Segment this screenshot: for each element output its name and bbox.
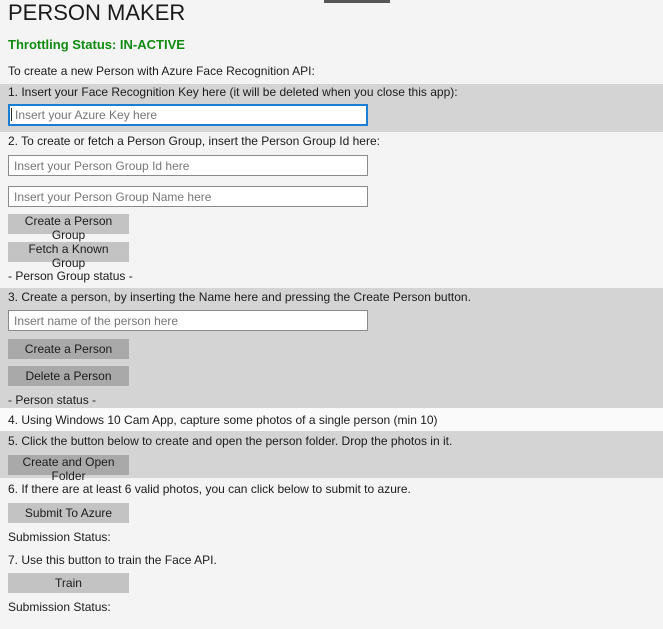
step3-label: 3. Create a person, by inserting the Name here and pressing the Create Person button. [8,290,471,304]
step4-label: 4. Using Windows 10 Cam App, capture some photos of a single person (min 10) [8,413,438,427]
person-group-id-input[interactable] [8,155,368,176]
person-group-status-text: - Person Group status - [8,269,133,283]
delete-person-button[interactable]: Delete a Person [8,366,129,386]
titlebar-accent-bar [324,0,390,3]
step1-label: 1. Insert your Face Recognition Key here (it will be deleted when you close this app): [8,85,458,99]
train-button[interactable]: Train [8,573,129,593]
throttling-status-text: Throttling Status: IN-ACTIVE [8,37,185,52]
person-name-input[interactable] [8,310,368,331]
submission-status-text-2: Submission Status: [8,600,111,614]
fetch-known-group-button[interactable]: Fetch a Known Group [8,242,129,262]
step7-label: 7. Use this button to train the Face API. [8,553,217,567]
create-and-open-folder-button[interactable]: Create and Open Folder [8,455,129,475]
submit-to-azure-button[interactable]: Submit To Azure [8,503,129,523]
step2-label: 2. To create or fetch a Person Group, insert the Person Group Id here: [8,134,380,148]
azure-key-input[interactable] [8,104,368,126]
create-person-button[interactable]: Create a Person [8,339,129,359]
intro-text: To create a new Person with Azure Face Recognition API: [8,64,315,78]
step5-label: 5. Click the button below to create and open the person folder. Drop the photos in it. [8,434,453,448]
person-status-text: - Person status - [8,393,97,407]
person-group-name-input[interactable] [8,186,368,207]
submission-status-text-1: Submission Status: [8,530,111,544]
step6-label: 6. If there are at least 6 valid photos, you can click below to submit to azure. [8,482,411,496]
page-title: PERSON MAKER [8,0,186,25]
text-caret [11,108,12,121]
create-person-group-button[interactable]: Create a Person Group [8,214,129,234]
